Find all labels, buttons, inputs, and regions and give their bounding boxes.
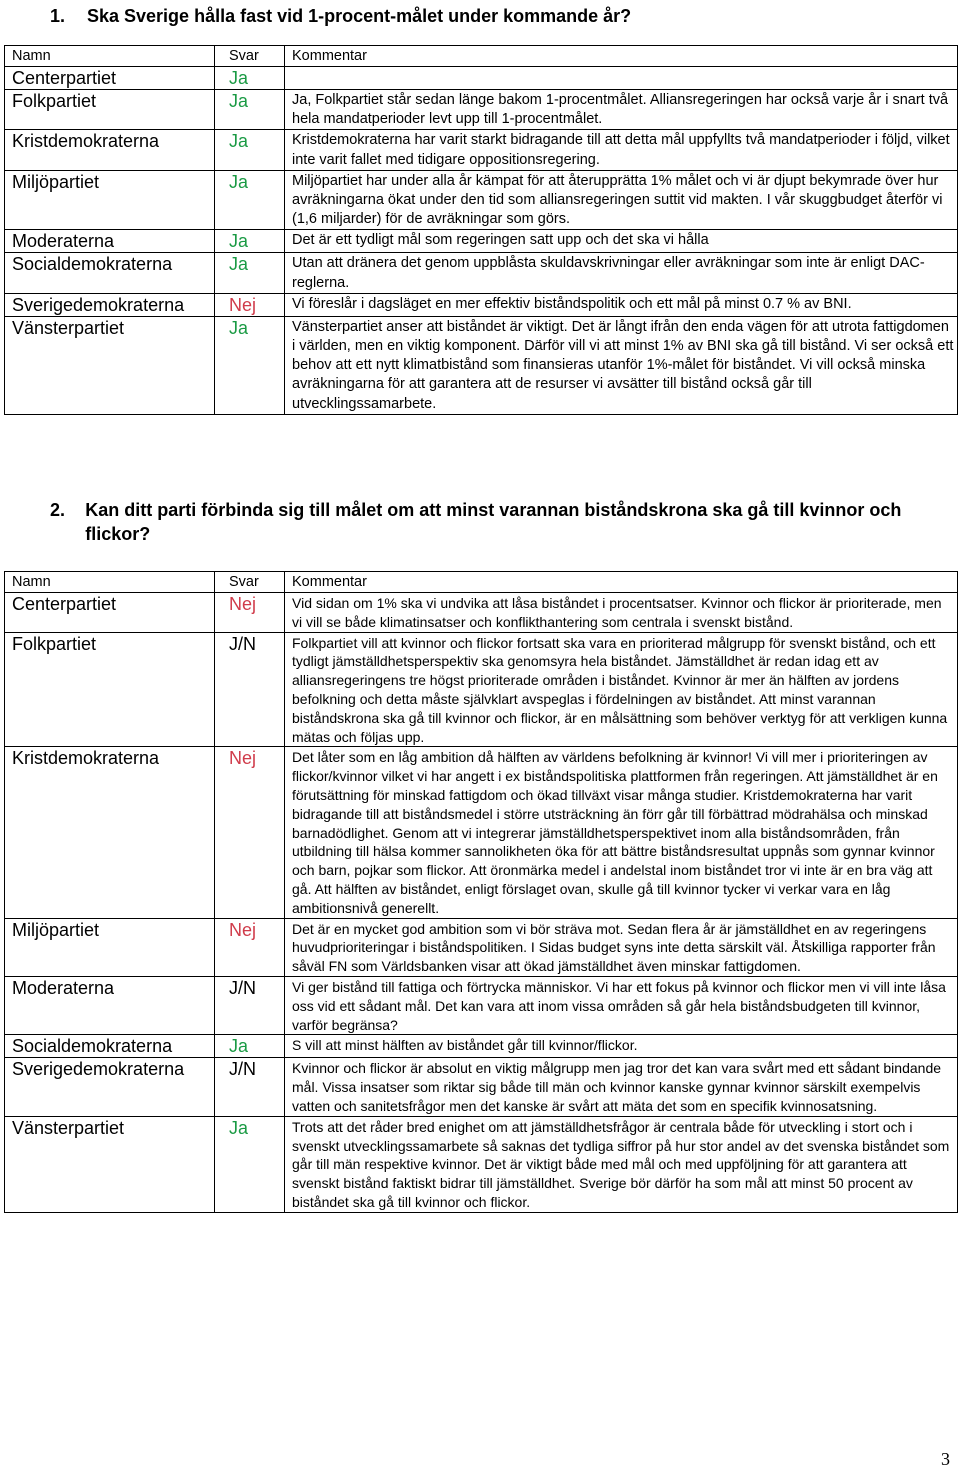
party-answer: Ja (215, 253, 285, 293)
party-name: Folkpartiet (5, 632, 215, 747)
party-name: Moderaterna (5, 230, 215, 253)
party-comment: Vid sidan om 1% ska vi undvika att låsa biståndet i procentsatser. Kvinnor och flickor är prioriterade, men vi vill se både klimatinsatser och konflikthantering som centrala i svenskt bistånd. (285, 593, 958, 633)
header-svar: Svar (215, 572, 285, 593)
table-row (5, 230, 958, 253)
party-name: Centerpartiet (5, 67, 215, 90)
party-name: Socialdemokraterna (5, 1035, 215, 1058)
table-row (5, 130, 958, 170)
table-row (5, 1035, 958, 1058)
question-1-number: 1. (50, 6, 66, 26)
table-row (5, 1058, 958, 1116)
party-answer: J/N (215, 1058, 285, 1116)
question-1-table (4, 45, 958, 415)
table-row (5, 170, 958, 230)
table-header-row (5, 572, 958, 593)
header-comment: Kommentar (285, 572, 958, 593)
party-comment: Vänsterpartiet anser att biståndet är viktigt. Det är långt ifrån den enda vägen för att utrota fattigdomen i världen, men en viktig komponent. Därför vill vi att minst 1% av BNI ska gå till bistånd. Vi ser också ett behov att ett nytt klimatbistånd som finansieras utanför 1%-målet för biståndet. Vi vill också minska avräkningarna för att garantera att de resurser vi avsätter till bistånd också går till utvecklingssamarbete. (285, 316, 958, 414)
question-1-heading (50, 4, 950, 28)
table-row (5, 1116, 958, 1212)
party-comment: Det är en mycket god ambition som vi bör sträva mot. Sedan flera år är jämställdhet en av regeringens huvudprioriteringar i biståndspolitiken. I Sidas budget syns inte detta särskilt väl. Åtskilliga rapporter från såväl FN som Världsbanken visar att ökad jämställdhet även minskar fattigdomen. (285, 918, 958, 976)
table-row (5, 918, 958, 976)
party-comment: Vi ger bistånd till fattiga och förtrycka människor. Vi har ett fokus på kvinnor och flickor men vi vill inte låsa oss vid ett sådant mål. Det kan vara att inom vissa områden så går hela biståndsbudgeten till kvinnor, varför begränsa? (285, 976, 958, 1034)
party-answer: Ja (215, 170, 285, 230)
party-comment: Det är ett tydligt mål som regeringen satt upp och det ska vi hålla (285, 230, 958, 253)
header-name: Namn (5, 572, 215, 593)
party-comment: Det låter som en låg ambition då hälften av världens befolkning är kvinnor! Vi vill mer i prioriteringen av flickor/kvinnor vilket vi har angett i ex biståndspolitiska plattformen från regeringen. Att jämställdhet är en förutsättning för minskad fattigdom och ökad tillväxt visar många studier. Kristdemokraterna har varit bidragande till att biståndsmedel i större utsträckning än förr går till förbättrad mödrahälsa och minskad barnadödlighet. Genom att vi integrerar jämställdhetsperspektivet inom alla biståndsområden, från utbildning till hälsa kommer sannolikheten öka för att bättre biståndsresultat uppnås som gynnar kvinnor och barn, pojkar som flickor. Att öronmärka medel i andelstal inom biståndet tror vi inte är en bra väg att gå. Att hälften av biståndet, enligt förslaget ovan, skulle gå till kvinnor tycker vi verkar vara en låg ambitionsnivå generellt. (285, 747, 958, 918)
party-comment (285, 67, 958, 90)
party-name: Centerpartiet (5, 593, 215, 633)
table-row (5, 67, 958, 90)
question-2-table (4, 571, 958, 1213)
header-svar: Svar (215, 46, 285, 67)
page-number: 3 (941, 1449, 950, 1469)
party-name: Miljöpartiet (5, 170, 215, 230)
party-name: Kristdemokraterna (5, 130, 215, 170)
header-name: Namn (5, 46, 215, 67)
party-name: Vänsterpartiet (5, 316, 215, 414)
party-name: Folkpartiet (5, 90, 215, 130)
party-answer: Ja (215, 316, 285, 414)
party-name: Sverigedemokraterna (5, 293, 215, 316)
party-answer: Ja (215, 130, 285, 170)
party-answer: Ja (215, 90, 285, 130)
party-comment: Folkpartiet vill att kvinnor och flickor fortsatt ska vara en prioriterad målgrupp för svenskt bistånd, och ett tydligt jämställdhetsperspektiv ska genomsyra hela biståndet. Jämställdhet är redan idag ett av alliansregeringens tre högst prioriterade områden i biståndet. Kvinnor är mer än hälften av jordens befolkning och detta måste självklart avspeglas i fördelningen av biståndet. Att minst varannan biståndskrona ska gå till kvinnor och flickor, är en målsättning som behöver verktyg för att verkligen kunna mätas och följas upp. (285, 632, 958, 747)
party-comment: Utan att dränera det genom uppblåsta skuldavskrivningar eller avräkningar som inte är enligt DAC-reglerna. (285, 253, 958, 293)
table-row (5, 593, 958, 633)
party-name: Socialdemokraterna (5, 253, 215, 293)
question-2-heading (50, 498, 930, 546)
party-answer: Nej (215, 293, 285, 316)
party-comment: Kvinnor och flickor är absolut en viktig målgrupp men jag tror det kan vara svårt med ett sådant bindande mål. Vissa insatser som riktar sig både till män och kvinnor kanske gynnar kvinnor särskilt exempelvis vatten och sanitetsfrågor men det kanske är svårt att mäta det som en specifik kvinnosatsning. (285, 1058, 958, 1116)
table-row (5, 90, 958, 130)
party-answer: Ja (215, 67, 285, 90)
party-answer: Nej (215, 918, 285, 976)
party-name: Kristdemokraterna (5, 747, 215, 918)
question-2-number: 2. (50, 500, 66, 520)
table-row (5, 632, 958, 747)
party-name: Sverigedemokraterna (5, 1058, 215, 1116)
party-comment: Trots att det råder bred enighet om att jämställdhetsfrågor är centrala både för utveckling i stort och i svenskt utvecklingssamarbete så saknas det tydliga siffror på hur stor andel av det svenska biståndet som går till män respektive kvinnor. Det är viktigt både med mål och med uppföljning för att garantera att svenskt bistånd faktiskt bidrar till jämställdhet. Sverige bör därför ha som mål att minst 50 procent av biståndet ska gå till kvinnor och flickor. (285, 1116, 958, 1212)
party-answer: Nej (215, 593, 285, 633)
party-answer: Nej (215, 747, 285, 918)
party-answer: J/N (215, 632, 285, 747)
party-answer: J/N (215, 976, 285, 1034)
party-name: Miljöpartiet (5, 918, 215, 976)
table-row (5, 316, 958, 414)
table-row (5, 747, 958, 918)
header-comment: Kommentar (285, 46, 958, 67)
table-row (5, 253, 958, 293)
party-comment: Ja, Folkpartiet står sedan länge bakom 1-procentmålet. Alliansregeringen har också varje år i snart två hela mandatperioder levt upp till 1-procentmålet. (285, 90, 958, 130)
question-2-title: Kan ditt parti förbinda sig till målet om att minst varannan biståndskrona ska gå till kvinnor och flickor? (85, 500, 902, 544)
question-1-title: Ska Sverige hålla fast vid 1-procent-målet under kommande år? (87, 6, 632, 26)
table-header-row (5, 46, 958, 67)
table-row (5, 976, 958, 1034)
party-name: Moderaterna (5, 976, 215, 1034)
party-answer: Ja (215, 230, 285, 253)
party-name: Vänsterpartiet (5, 1116, 215, 1212)
table-row (5, 293, 958, 316)
party-comment: Miljöpartiet har under alla år kämpat för att återupprätta 1% målet och vi är djupt bekymrade över hur avräkningarna ökat under den tid som alliansregeringen suttit vid makten. I vår skuggbudget återför vi (1,6 miljarder) för de avräkningar som görs. (285, 170, 958, 230)
party-comment: S vill att minst hälften av biståndet går till kvinnor/flickor. (285, 1035, 958, 1058)
party-comment: Vi föreslår i dagsläget en mer effektiv biståndspolitik och ett mål på minst 0.7 % av BNI. (285, 293, 958, 316)
party-comment: Kristdemokraterna har varit starkt bidragande till att detta mål uppfyllts två mandatperioder i följd, vilket inte varit fallet med tidigare oppositionsregering. (285, 130, 958, 170)
party-answer: Ja (215, 1116, 285, 1212)
party-answer: Ja (215, 1035, 285, 1058)
